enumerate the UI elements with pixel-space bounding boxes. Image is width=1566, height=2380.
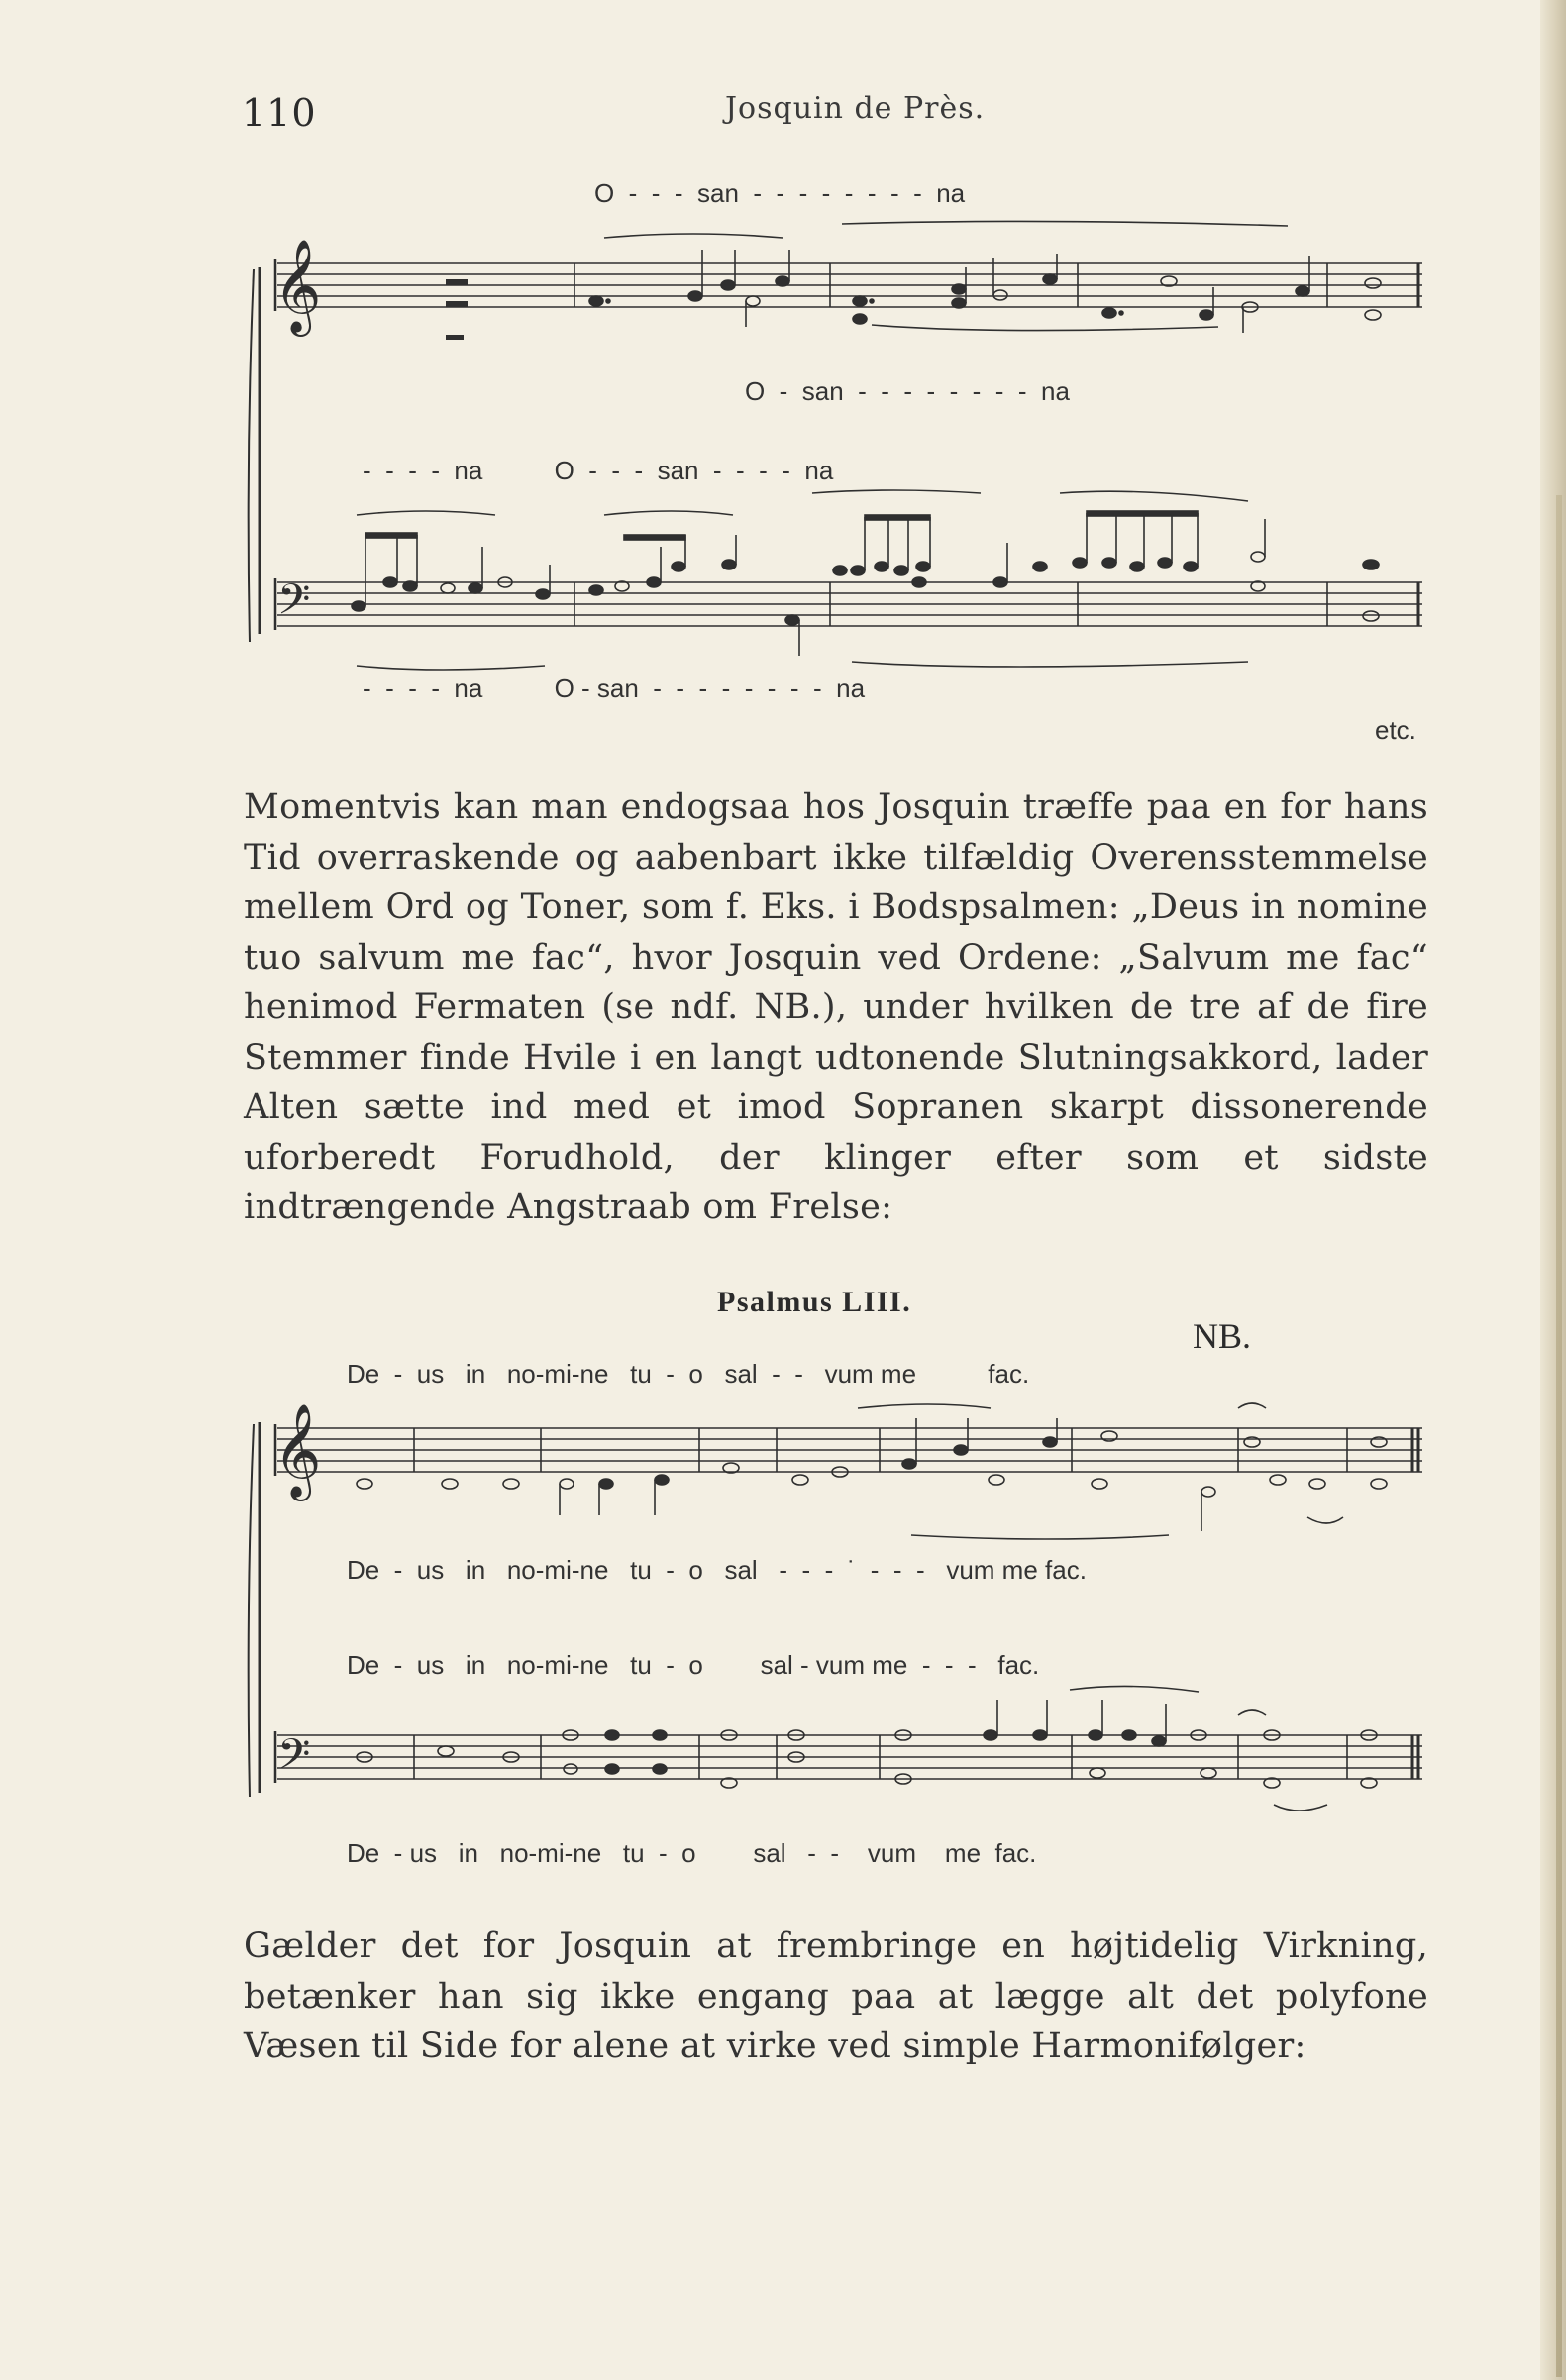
running-title: Josquin de Près. — [725, 91, 986, 126]
paragraph-1: Momentvis kan man endogsaa hos Josquin træffe paa en for hans Tid overraskende og aabenbart ikke tilfældig Overensstemmelse mellem Ord og Toner, som f. Eks. i Bodspsalmen: „Deus in nomine tuo salvum me fac“, hvor Josquin ved Ordene: „Salvum me fac“ henimod Fermaten (se ndf. NB.), under hvilken de tre af de fire Stemmer finde Hvile i en langt udtonende Slutningsakkord, lader Alten sætte ind med et imod Sopranen skarpt dissonerende uforberedt Forudhold, der klinger efter som et sidste indtrængende Angstraab om Frelse: — [244, 787, 1428, 1227]
example1-alto-lyric: O - san - - - - - - - - na — [745, 376, 1070, 406]
fermata-icon — [1238, 1403, 1266, 1408]
example1-treble-notes — [589, 250, 1381, 333]
treble-clef-icon: 𝄞 — [273, 1403, 322, 1498]
example2-treble-staff — [275, 1424, 1422, 1476]
example2-bass-notes — [357, 1700, 1377, 1788]
page-number: 110 — [242, 91, 317, 135]
rest-icon — [446, 301, 468, 307]
example1-bass-notes — [352, 511, 1379, 656]
bass-clef-icon: 𝄢 — [277, 575, 311, 635]
bass-clef-icon: 𝄢 — [277, 1730, 311, 1790]
example1-etc: etc. — [1375, 715, 1416, 745]
example2-bass-lyric: De - us in no-mi-ne tu - o sal - - vum me fac. — [347, 1838, 1037, 1868]
rest-icon — [446, 335, 464, 340]
example2-soprano-lyric: De - us in no-mi-ne tu - o sal - - vum me fac. — [347, 1359, 1030, 1389]
example1-score — [0, 0, 1566, 753]
nb-marker: NB. — [1193, 1316, 1252, 1356]
paragraph-2: Gælder det for Josquin at frembringe en højtidelig Virkning, betænker han sig ikke engang paa at lægge alt det polyfone Væsen til Side for alene at virke ved simple Harmonifølger: — [244, 1926, 1428, 2066]
example1-soprano-lyric: O - - - san - - - - - - - - na — [594, 178, 966, 208]
treble-clef-icon: 𝄞 — [273, 239, 322, 333]
example1-tenor-lyric: - - - - na O - - - san - - - - na — [363, 456, 834, 485]
example2-score — [0, 1377, 1566, 1832]
example2-bass-staff — [275, 1731, 1422, 1783]
example1-bass-lyric: - - - - na O - san - - - - - - - - na — [363, 673, 866, 703]
psalm-title: Psalmus LIII. — [717, 1286, 912, 1318]
example2-tenor-lyric: De - us in no-mi-ne tu - o sal - vum me - - - fac. — [347, 1650, 1040, 1680]
fermata-icon — [1238, 1710, 1266, 1715]
example2-treble-notes — [357, 1418, 1387, 1531]
example2-alto-lyric: De - us in no-mi-ne tu - o sal - - - ˙ - - - vum me fac. — [347, 1555, 1087, 1585]
rest-icon — [446, 279, 468, 285]
